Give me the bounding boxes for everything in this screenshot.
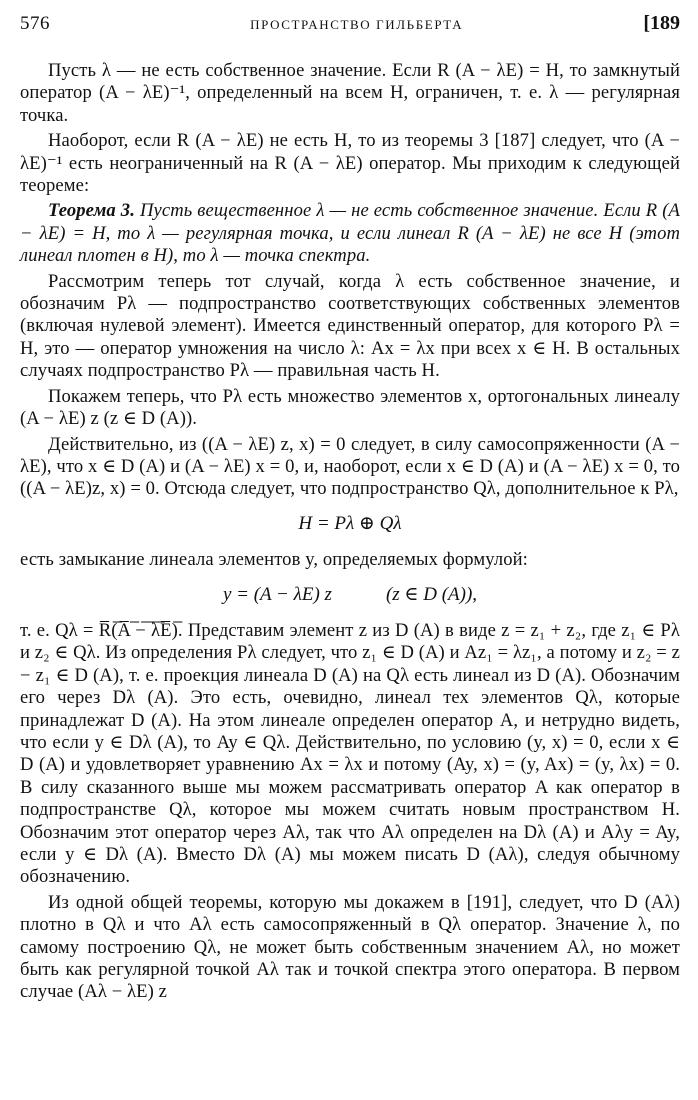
- theorem-text: Пусть вещественное λ — не есть собственное значение. Если R (A − λE) = H, то λ — регулярная точка, и если линеал R (A − λE) не все H (этот линеал плотен в H), то λ — точка спектра.: [20, 200, 680, 267]
- paragraph: Пусть λ — не есть собственное значение. Если R (A − λE) = H, то замкнутый оператор (A − λE)⁻¹, определенный на всем H, ограничен, т. е. λ — регулярная точка.: [20, 60, 680, 126]
- page-header: [20, 12, 680, 46]
- paragraph: Из одной общей теоремы, которую мы докажем в [191], следует, что D (Aλ) плотно в Qλ и что Aλ есть самосопряженный в Qλ оператор. Значение λ, по самому построению Qλ, не может быть собственным значением Aλ, но может быть как регулярной точкой Aλ так и точкой спектра этого оператора. В первом случае (Aλ − λE) z: [20, 891, 680, 1003]
- formula-direct-sum: H = Pλ ⊕ Qλ: [298, 512, 402, 534]
- paragraph: Действительно, из ((A − λE) z, x) = 0 следует, в силу самосопряженности (A − λE), что x ∈ D (A) и (A − λE) x = 0, и, наоборот, если x ∈ D (A) и (A − λE) x = 0, то ((A − λE)z, x) = 0. Отсюда следует, что подпространство Qλ, дополнительное к Pλ,: [20, 433, 680, 500]
- formula-right: (z ∈ D (A)),: [385, 583, 478, 605]
- section-number: [189: [643, 12, 680, 34]
- paragraph: Покажем теперь, что Pλ есть множество элементов x, ортогональных линеалу (A − λE) z (z ∈ D (A)).: [20, 385, 680, 430]
- formula-y-definition: [20, 584, 680, 606]
- page-number: 576: [20, 13, 50, 34]
- paragraph: Наоборот, если R (A − λE) не есть H, то из теоремы 3 [187] следует, что (A − λE)⁻¹ есть неограниченный на R (A − λE) оператор. Мы приходим к следующей теореме:: [20, 130, 680, 197]
- formula-left: y = (A − λE) z: [222, 583, 332, 605]
- paragraph: т. е. Qλ = R̅(̅A̅ ̅−̅ ̅λ̅E̅)̅. Представим элемент z из D (A) в виде z = z₁ + z₂, где z₁ ∈ Pλ и z₂ ∈ Qλ. Из определения Pλ следует, что z₁ ∈ D (A) и Az₁ = λz₁, а потому и z₂ = z − z₁ ∈ D (A), т. е. проекция линеала D (A) на Qλ есть линеал из D (A). Обозначим его через Dλ (A). Это есть, очевидно, линеал тех элементов Qλ, которые принадлежат D (A). На этом линеале определен оператор A, и нетрудно видеть, что если y ∈ Dλ (A), то Ay ∈ Qλ. Действительно, по условию (y, x) = 0, если x ∈ D (A) и удовлетворяет уравнению Ax = λx и потому (Ay, x) = (y, Ax) = (y, λx) = 0. В силу сказанного выше мы можем рассматривать оператор A как оператор в подпространстве Qλ, которое мы можем считать новым пространством H. Обозначим этот оператор через Aλ, так что Aλ определен на Dλ (A) и Aλy = Ay, если y ∈ Dλ (A). Вместо Dλ (A) мы можем писать D (Aλ), следуя обычному обозначению.: [20, 619, 680, 888]
- theorem-3: [20, 200, 680, 267]
- paragraph: есть замыкание линеала элементов y, определяемых формулой:: [20, 549, 528, 571]
- theorem-label: Теорема 3.: [48, 200, 135, 222]
- paragraph: Рассмотрим теперь тот случай, когда λ есть собственное значение, и обозначим Pλ — подпространство соответствующих собственных элементов (включая нулевой элемент). Имеется единственный оператор, для которого Pλ = H, это — оператор умножения на число λ: Ax = λx при всех x ∈ H. В остальных случаях подпространство Pλ — правильная часть H.: [20, 270, 680, 382]
- running-title: ПРОСТРАНСТВО ГИЛЬБЕРТА: [250, 17, 464, 32]
